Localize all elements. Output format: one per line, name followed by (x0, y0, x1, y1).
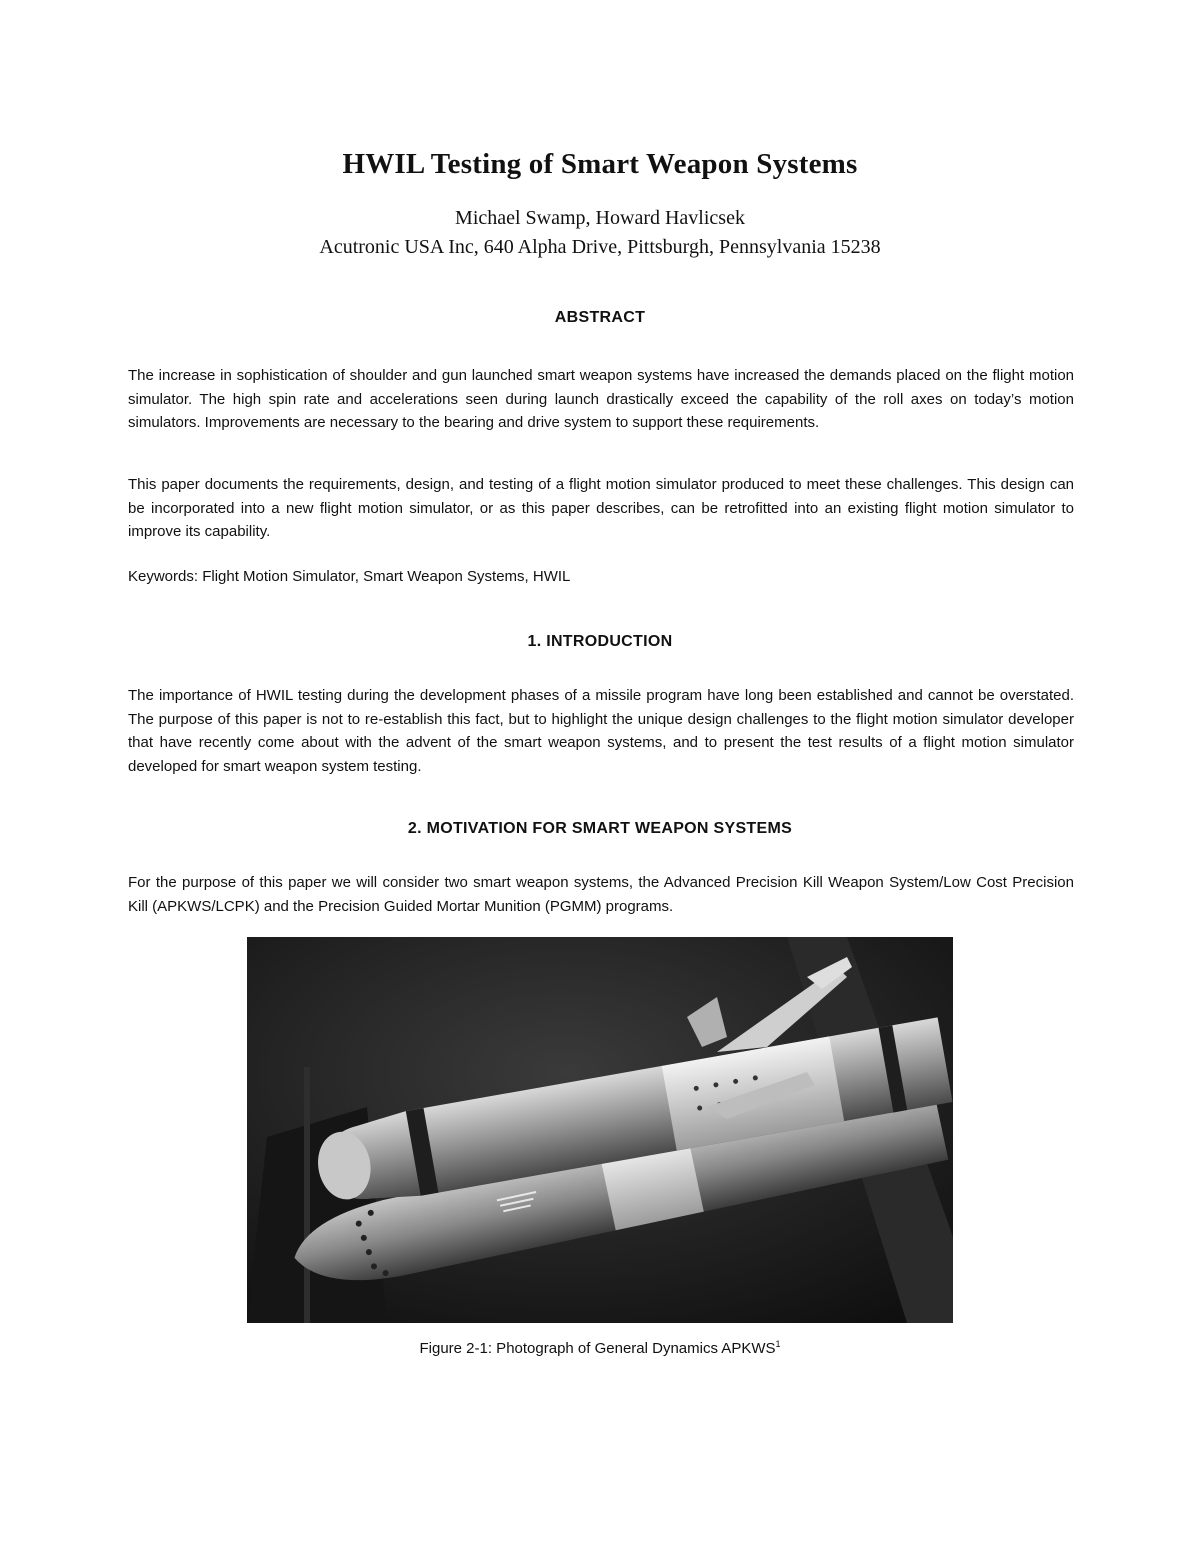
paper-authors: Michael Swamp, Howard Havlicsek (455, 207, 745, 229)
abstract-paragraph-2: This paper documents the requirements, design, and testing of a flight motion simulator produced to meet these challenges. This design can be incorporated into a new flight motion simulator, or as this paper describes, can be retrofitted into an existing flight motion simulator to improve its capability. (128, 476, 1074, 541)
apkws-photograph (247, 937, 953, 1323)
motivation-paragraph: For the purpose of this paper we will consider two smart weapon systems, the Advanced Precision Kill Weapon System/Low Cost Precision Kill (APKWS/LCPK) and the Precision Guided Mortar Munition (PGMM) programs. (128, 874, 1074, 915)
section-heading-motivation: 2. MOTIVATION FOR SMART WEAPON SYSTEMS (407, 820, 793, 837)
section-heading-introduction: 1. INTRODUCTION (527, 633, 673, 650)
figure-caption (0, 1339, 1200, 1357)
figure-caption-text: Figure 2-1: Photograph of General Dynamics APKWS (419, 1340, 776, 1357)
keywords: Keywords: Flight Motion Simulator, Smart Weapon Systems, HWIL (128, 568, 571, 585)
abstract-paragraph-1: The increase in sophistication of shoulder and gun launched smart weapon systems have increased the demands placed on the flight motion simulator. The high spin rate and accelerations seen during launch drastically exceed the capability of the roll axes on today’s motion simulators. Improvements are necessary to the bearing and drive system to support these requirements. (128, 367, 1074, 432)
paper-affiliation: Acutronic USA Inc, 640 Alpha Drive, Pittsburgh, Pennsylvania 15238 (319, 236, 881, 258)
figure-caption-footnote-ref: 1 (775, 1339, 781, 1349)
paper-title: HWIL Testing of Smart Weapon Systems (342, 148, 858, 180)
abstract-heading: ABSTRACT (554, 309, 646, 326)
introduction-paragraph: The importance of HWIL testing during the development phases of a missile program have long been established and cannot be overstated. The purpose of this paper is not to re-establish this fact, but to highlight the unique design challenges to the flight motion simulator developer that have recently come about with the advent of the smart weapon systems, and to present the test results of a flight motion simulator developed for smart weapon system testing. (128, 687, 1074, 776)
